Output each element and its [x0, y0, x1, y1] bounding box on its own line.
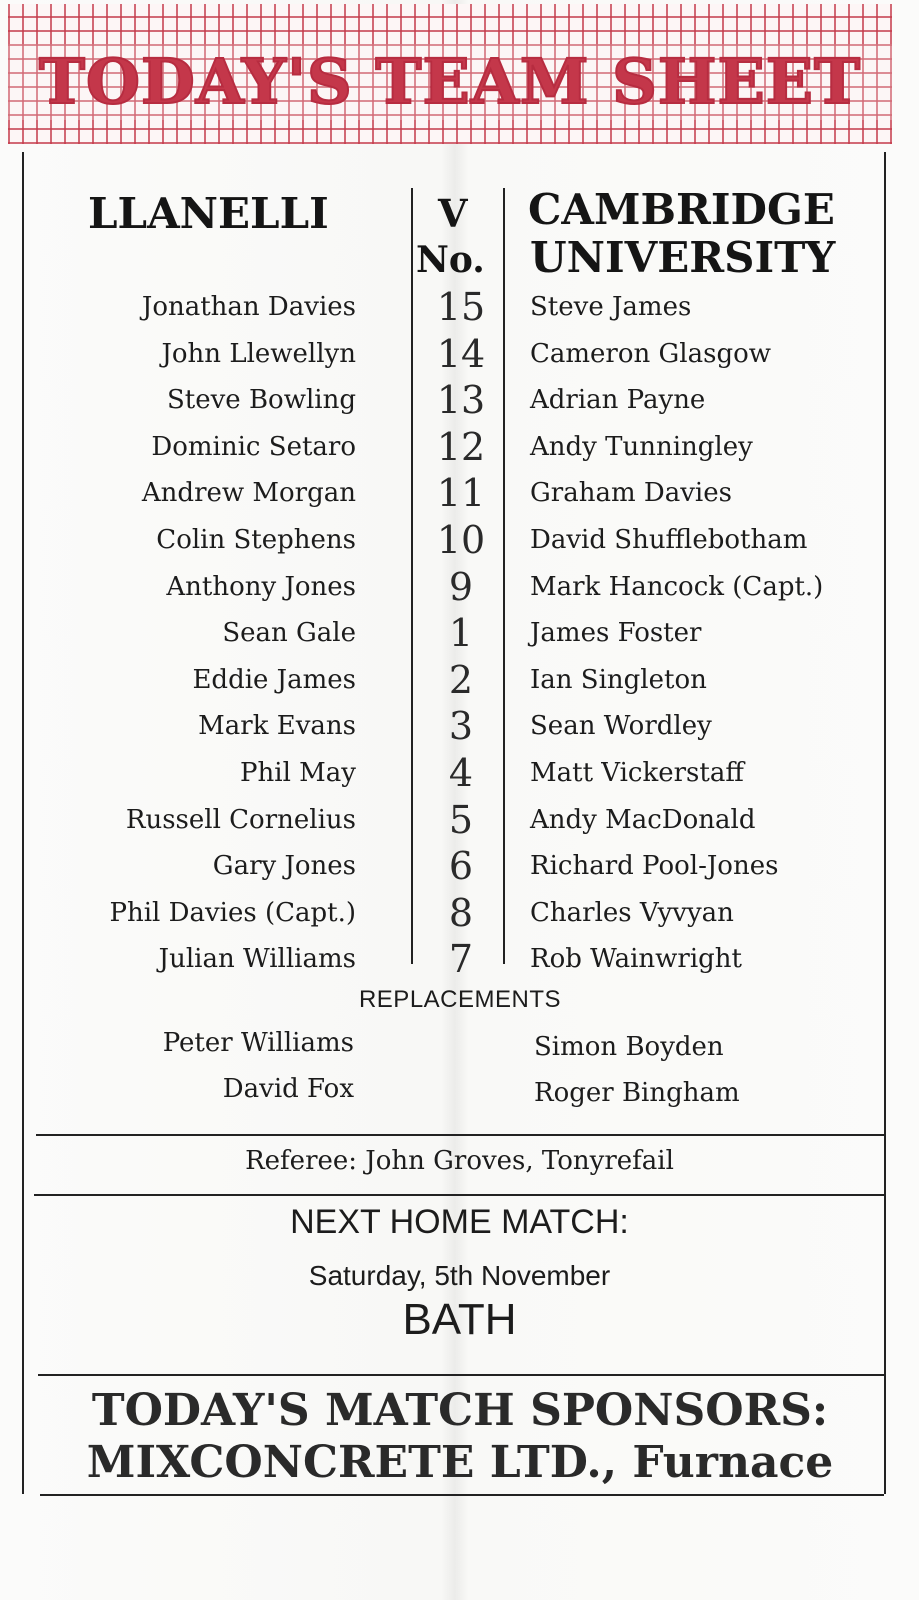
shirt-number: 1 — [448, 611, 474, 656]
away-player: Richard Pool-Jones — [530, 851, 779, 882]
number-header: No. — [416, 239, 485, 281]
away-player: Matt Vickerstaff — [530, 757, 744, 788]
home-player: Colin Stephens — [156, 524, 356, 555]
replacements-title: REPLACEMENTS — [358, 986, 562, 1013]
away-player: Andy Tunningley — [530, 431, 753, 462]
referee-line: Referee: John Groves, Tonyrefail — [245, 1146, 674, 1176]
home-replacements — [20, 1020, 354, 1112]
away-team-name-line1: CAMBRIDGE — [528, 185, 835, 234]
home-player: Steve Bowling — [166, 385, 356, 416]
away-player: Ian Singleton — [530, 664, 707, 695]
home-player: Phil Davies (Capt.) — [109, 897, 356, 928]
home-player: Jonathan Davies — [141, 292, 356, 322]
away-player: Andy MacDonald — [530, 804, 756, 835]
shirt-number: 10 — [436, 517, 486, 562]
shirt-number: 15 — [436, 285, 486, 329]
shirt-number: 12 — [436, 424, 486, 469]
versus-label: V — [438, 191, 468, 236]
shirt-number: 8 — [448, 890, 474, 935]
home-replacement: Peter Williams — [162, 1028, 354, 1058]
away-player: Mark Hancock (Capt.) — [530, 571, 824, 602]
shirt-number: 6 — [448, 844, 474, 889]
away-player: Adrian Payne — [530, 385, 706, 416]
shirt-number: 7 — [448, 937, 474, 982]
away-player: Rob Wainwright — [530, 944, 742, 975]
away-player: Graham Davies — [530, 478, 732, 509]
next-home-match-opponent: BATH — [402, 1295, 517, 1344]
home-player: Mark Evans — [198, 711, 356, 742]
home-player: Julian Williams — [158, 944, 356, 975]
sponsors-top-rule — [38, 1374, 884, 1376]
away-player: James Foster — [530, 618, 702, 649]
shirt-number: 13 — [436, 378, 486, 423]
away-replacement: Roger Bingham — [534, 1078, 740, 1108]
referee-bottom-rule — [34, 1194, 886, 1196]
shirt-numbers — [415, 284, 507, 983]
home-replacement: David Fox — [222, 1074, 354, 1104]
home-player: Eddie James — [192, 664, 356, 695]
sponsors-line2: MIXCONCRETE LTD., Furnace — [86, 1437, 834, 1488]
home-player: Russell Cornelius — [125, 804, 356, 835]
sponsors-line1: TODAY'S MATCH SPONSORS: — [91, 1385, 829, 1436]
shirt-number: 2 — [448, 657, 474, 702]
shirt-number: 5 — [448, 797, 474, 842]
sponsors-bottom-rule — [40, 1494, 884, 1496]
away-lineup — [530, 284, 890, 983]
home-player: John Llewellyn — [161, 338, 356, 369]
shirt-number: 4 — [448, 750, 474, 795]
home-player: Gary Jones — [212, 851, 356, 882]
home-player: Andrew Morgan — [141, 478, 356, 509]
shirt-number: 9 — [448, 564, 474, 609]
next-home-match-date: Saturday, 5th November — [308, 1260, 611, 1291]
away-player: Steve James — [530, 292, 692, 322]
home-team-name: LLANELLI — [88, 189, 329, 238]
home-player: Anthony Jones — [166, 571, 356, 602]
away-player: Cameron Glasgow — [530, 338, 772, 369]
away-team-name-line2: UNIVERSITY — [530, 233, 836, 282]
number-column-left-rule — [411, 188, 413, 964]
shirt-number: 11 — [436, 471, 486, 516]
next-home-match-title: NEXT HOME MATCH: — [290, 1203, 629, 1241]
home-player: Phil May — [240, 757, 356, 788]
home-player: Sean Gale — [222, 618, 356, 649]
home-player: Dominic Setaro — [151, 431, 356, 462]
away-replacements — [534, 1024, 874, 1116]
away-replacement: Simon Boyden — [534, 1032, 724, 1062]
away-player: David Shufflebotham — [530, 524, 808, 555]
title-banner — [8, 4, 892, 144]
away-player: Charles Vyvyan — [530, 897, 734, 928]
shirt-number: 3 — [448, 704, 474, 749]
referee-top-rule — [36, 1134, 884, 1136]
shirt-number: 14 — [436, 331, 486, 376]
home-lineup — [20, 284, 356, 983]
away-player: Sean Wordley — [530, 711, 712, 742]
banner-title: TODAY'S TEAM SHEET — [8, 44, 892, 120]
